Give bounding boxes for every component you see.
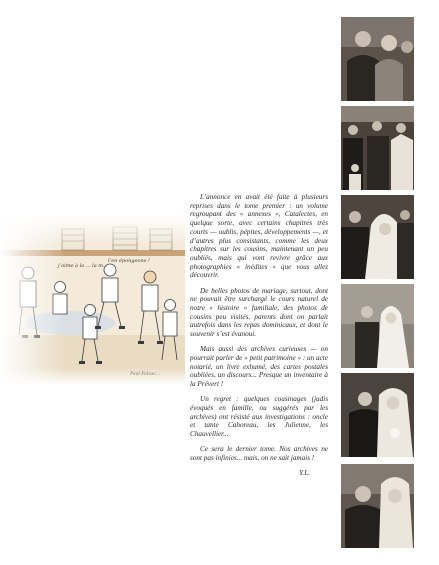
paragraph-wedding-photos: De belles photos de mariage, surtout, dont ne pouvait être surchargé le cours naturel de notre « histoire » familiale, des photos de cousins peu visités, parents dont on parlait autrefois dans les repas dominicaux, et dont le souvenir s’est évanoui. (190, 286, 328, 339)
photo-wedding-couple-outdoor (341, 284, 414, 368)
paragraph-regret: Un regret : quelques cousinages (jadis évoqués en famille, ou suggérés par les archives) ont résisté aux investigations : oncle et tante Cahoreau, les Julienne, les Chauvellier... (190, 395, 328, 439)
paragraph-announcement: L’annonce en avait été faite à plusieurs reprises dans le tome premier : un volume regroupant des « annexes », Catalectes, en quelque sorte, avec certains chapitres très courts — oublis, pépites, développements —, et d’autres plus consistants, comme les deux chapitres sur les cousins, maintenant un peu oubliés, mais qui vont revivre grâce aux photographies « inédites » que vous allez découvrir. (190, 193, 328, 280)
paragraph-archives: Mais aussi des archives curieuses — on pourrait parler de « petit patrimoine » : un acte notarié, un livre exhumé, des cartes postales oubliées, un discours... Presque un inventaire à la Prévert ! (190, 345, 328, 389)
photo-couple-portrait (341, 17, 414, 101)
photo-wedding-couple-smiling (341, 464, 414, 548)
comic-illustration (0, 215, 185, 385)
intro-text (190, 193, 328, 484)
author-signature: Y.L. (299, 469, 310, 478)
photo-wedding-couple-veil (341, 195, 414, 279)
photo-wedding-group (341, 106, 414, 190)
paragraph-last-tome: Ce sera le dernier tome. Nos archives ne sont pas infinies... mais, on ne sait jamais ! (190, 445, 328, 462)
photo-wedding-couple-studio (341, 373, 414, 457)
photo-strip (341, 17, 414, 548)
